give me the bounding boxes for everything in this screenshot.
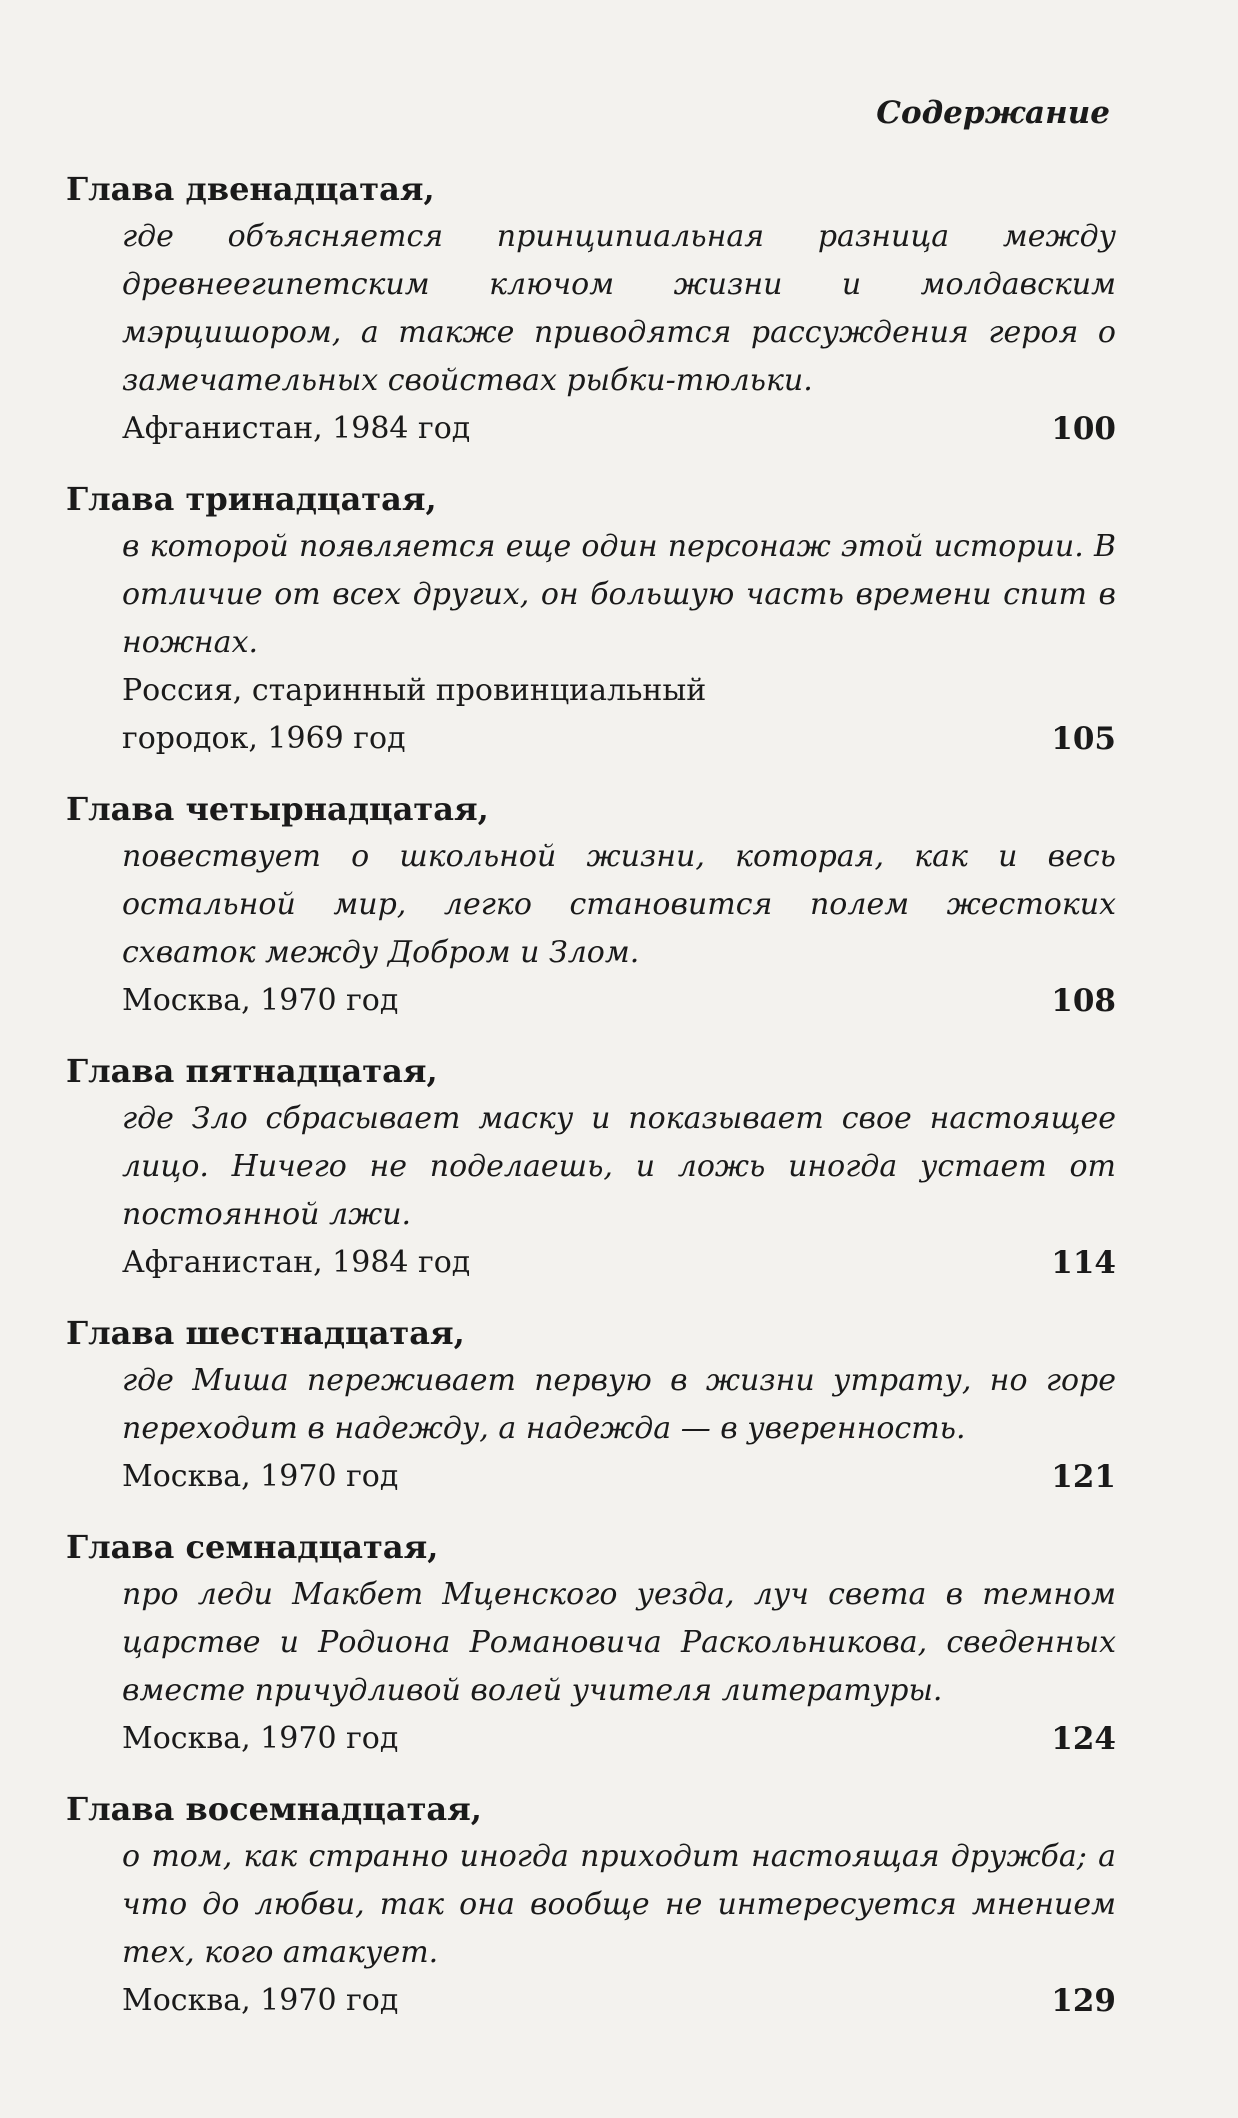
chapter-description: повествует о школьной жизни, которая, как и весь остальной мир, легко становится полем жестоких схваток между Добром и Злом.	[122, 839, 1116, 970]
chapter-title: Глава шестнадцатая,	[66, 1314, 465, 1352]
chapter-place: Афганистан, 1984 год	[122, 411, 471, 446]
toc-entry	[66, 1785, 1116, 2025]
page-number: 114	[1051, 1245, 1116, 1281]
chapter-title: Глава семнадцатая,	[66, 1528, 439, 1566]
toc-entry	[66, 1523, 1116, 1763]
chapter-title: Глава тринадцатая,	[66, 480, 437, 518]
page-number: 105	[1051, 721, 1116, 757]
toc-entry	[66, 475, 1116, 763]
page-number: 100	[1051, 411, 1116, 447]
chapter-place-line	[122, 1453, 1116, 1501]
chapter-description: где Зло сбрасывает маску и показывает свое настоящее лицо. Ничего не поделаешь, и ложь иногда устает от постоянной лжи.	[122, 1101, 1116, 1232]
page-number: 108	[1051, 983, 1116, 1019]
toc-entry	[66, 1309, 1116, 1501]
table-of-contents	[66, 165, 1116, 2047]
toc-entry	[66, 165, 1116, 453]
chapter-place: Москва, 1970 год	[122, 983, 399, 1018]
chapter-description: о том, как странно иногда приходит настоящая дружба; а что до любви, так она вообще не интересуется мнением тех, кого атакует.	[122, 1839, 1116, 1970]
chapter-description: в которой появляется еще один персонаж этой истории. В отличие от всех других, он большую часть времени спит в ножнах.	[122, 529, 1116, 660]
chapter-place: Москва, 1970 год	[122, 1721, 399, 1756]
chapter-description: где Миша переживает первую в жизни утрату, но горе переходит в надежду, а надежда — в уверенность.	[122, 1363, 1116, 1446]
chapter-place-line	[122, 1239, 1116, 1287]
chapter-place-line	[122, 977, 1116, 1025]
chapter-place-line	[122, 1977, 1116, 2025]
toc-entry	[66, 785, 1116, 1025]
chapter-title: Глава четырнадцатая,	[66, 790, 489, 828]
chapter-place: Россия, старинный провинциальный городок, 1969 год	[122, 673, 707, 756]
chapter-title: Глава двенадцатая,	[66, 170, 435, 208]
page-number: 124	[1051, 1721, 1116, 1757]
chapter-description: про леди Макбет Мценского уезда, луч света в темном царстве и Родиона Романовича Раскольникова, сведенных вместе причудливой волей учителя литературы.	[122, 1577, 1116, 1708]
page-number: 121	[1051, 1459, 1116, 1495]
chapter-place-line	[122, 667, 1116, 763]
chapter-place-line	[122, 1715, 1116, 1763]
toc-entry	[66, 1047, 1116, 1287]
chapter-place: Афганистан, 1984 год	[122, 1245, 471, 1280]
chapter-title: Глава восемнадцатая,	[66, 1790, 482, 1828]
chapter-description: где объясняется принципиальная разница между древнеегипетским ключом жизни и молдавским мэрцишором, а также приводятся рассуждения героя о замечательных свойствах рыбки-тюльки.	[122, 219, 1116, 398]
chapter-place: Москва, 1970 год	[122, 1459, 399, 1494]
chapter-title: Глава пятнадцатая,	[66, 1052, 438, 1090]
chapter-place-line	[122, 405, 1116, 453]
page-number: 129	[1051, 1983, 1116, 2019]
running-head: Содержание	[876, 95, 1110, 131]
chapter-place: Москва, 1970 год	[122, 1983, 399, 2018]
